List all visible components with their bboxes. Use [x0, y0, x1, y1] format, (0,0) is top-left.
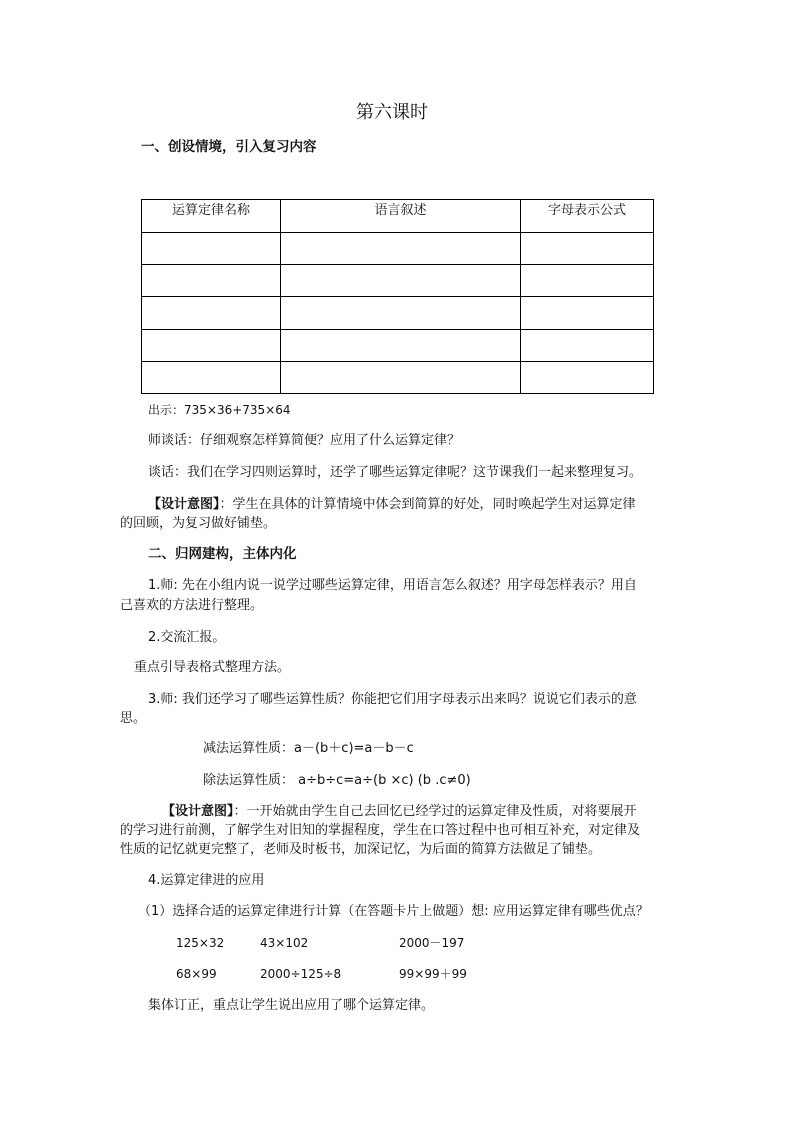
- design-intent-label: 【设计意图】: [148, 497, 220, 512]
- table-header-formula: 字母表示公式: [521, 200, 654, 233]
- focus-note: 重点引导表格式整理方法。: [134, 660, 291, 675]
- step-2: 2.交流汇报。: [148, 630, 226, 645]
- exercise-item: 125×32: [176, 936, 225, 950]
- table-cell: [521, 233, 654, 265]
- talk: 谈话：我们在学习四则运算时，还学了哪些运算定律呢？这节课我们一起来整理复习。: [148, 465, 643, 480]
- table-header-verbal: 语言叙述: [281, 200, 521, 233]
- table-cell: [521, 297, 654, 329]
- step-3-line1: 3.师: 我们还学习了哪些运算性质？你能把它们用字母表示出来吗？说说它们表示的意: [148, 692, 637, 707]
- design-intent-2: [162, 804, 637, 820]
- design-intent-2-line2: 的学习进行前测，了解学生对旧知的掌握程度，学生在口答过程中也可相互补充，对定律及: [120, 823, 641, 838]
- table-cell: [521, 329, 654, 361]
- table-cell: [281, 233, 521, 265]
- design-intent-2-line3: 性质的记忆就更完整了，老师及时板书，加深记忆，为后面的简算方法做足了铺垫。: [120, 842, 602, 857]
- page-title: 第六课时: [356, 102, 428, 123]
- table-cell: [281, 329, 521, 361]
- table-cell: [281, 361, 521, 393]
- step-1-line1: 1.师: 先在小组内说一说学过哪些运算定律，用语言怎么叙述？用字母怎样表示？用自: [148, 578, 637, 593]
- table-row: [142, 233, 654, 265]
- exercise-item: 2000÷125÷8: [260, 967, 342, 981]
- table-cell: [142, 265, 281, 297]
- table-header-law-name: 运算定律名称: [142, 200, 281, 233]
- show-expression: 出示：735×36+735×64: [148, 403, 291, 417]
- exercise-item: 2000－197: [399, 936, 465, 950]
- table-cell: [281, 265, 521, 297]
- operation-laws-table: [141, 199, 654, 394]
- table-row: [142, 329, 654, 361]
- table-header-row: [142, 200, 654, 233]
- step-1-line2: 己喜欢的方法进行整理。: [120, 598, 264, 613]
- table-row: [142, 297, 654, 329]
- step-3-line2: 思。: [120, 711, 147, 726]
- table-cell: [142, 361, 281, 393]
- table-cell: [142, 297, 281, 329]
- exercise-prompt: （1）选择合适的运算定律进行计算（在答题卡片上做题）想: 应用运算定律有哪些优点？: [138, 904, 649, 919]
- table-cell: [142, 233, 281, 265]
- teacher-talk: 师谈话：仔细观察怎样算简便？应用了什么运算定律？: [148, 433, 461, 448]
- design-intent-text: ：学生在具体的计算情境中体会到简算的好处，同时唤起学生对运算定律: [219, 497, 636, 512]
- exercise-item: 68×99: [176, 967, 217, 981]
- table-row: [142, 265, 654, 297]
- design-intent-1: [148, 497, 636, 513]
- table-cell: [281, 297, 521, 329]
- exercise-item: 99×99＋99: [399, 967, 467, 981]
- table-cell: [521, 361, 654, 393]
- subtraction-property: 减法运算性质：a－(b＋c)=a－b－c: [203, 741, 414, 756]
- section-heading-2: 二、归网建构，主体内化: [148, 546, 297, 562]
- collective-correction: 集体订正，重点让学生说出应用了哪个运算定律。: [148, 998, 435, 1013]
- division-property: 除法运算性质： a÷b÷c=a÷(b ×c) (b .c≠0): [203, 773, 471, 788]
- section-heading-1: 一、创设情境，引入复习内容: [141, 139, 317, 155]
- table-row: [142, 361, 654, 393]
- design-intent-label: 【设计意图】: [162, 804, 234, 819]
- design-intent-text: ：一开始就由学生自己去回忆已经学过的运算定律及性质，对将要展开: [233, 804, 637, 819]
- design-intent-1-line2: 的回顾，为复习做好铺垫。: [120, 516, 277, 531]
- table-cell: [142, 329, 281, 361]
- table-cell: [521, 265, 654, 297]
- exercise-item: 43×102: [260, 936, 309, 950]
- step-4: 4.运算定律进的应用: [148, 873, 265, 888]
